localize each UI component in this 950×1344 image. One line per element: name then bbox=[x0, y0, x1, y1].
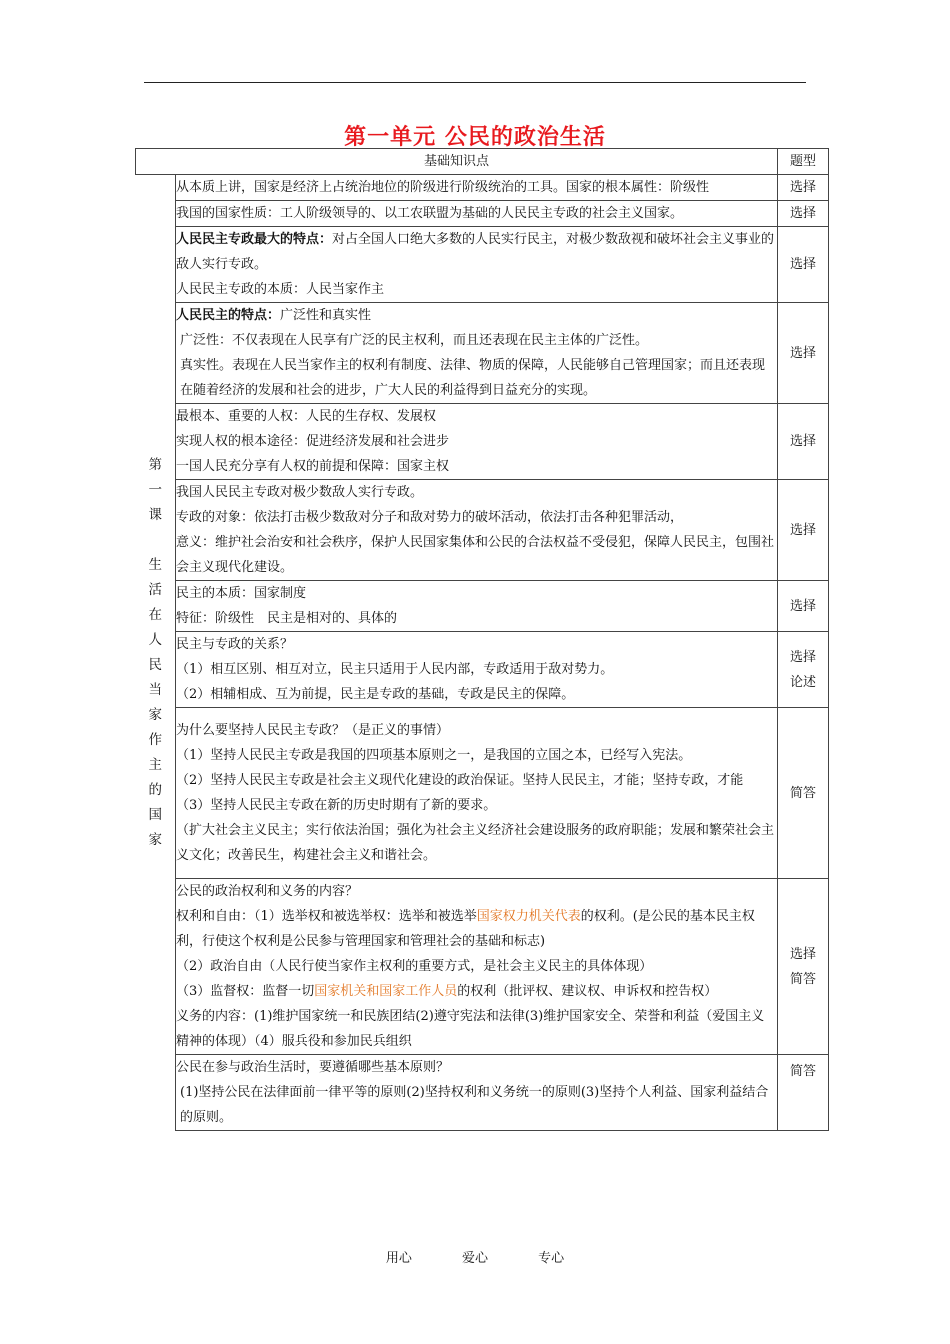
lesson-title-cell bbox=[136, 175, 176, 1131]
row-content: 为什么要坚持人民民主专政？（是正义的事情） （1）坚持人民民主专政是我国的四项基本原则之一，是我国的立国之本，已经写入宪法。 （2）坚持人民民主专政是社会主义现代化建设的政治保证。坚持人民民主，才能；坚持专政，才能 （3）坚持人民民主专政在新的历史时期有了新的要求。 （扩大社会主义民主；实行依法治国；强化为社会主义经济社会建设服务的政府职能；发展和繁荣社会主义文化；改善民生，构建社会主义和谐社会。 bbox=[176, 708, 778, 879]
row-content: 最根本、重要的人权：人民的生存权、发展权 实现人权的根本途径：促进经济发展和社会进步 一国人民充分享有人权的前提和保障：国家主权 bbox=[176, 404, 778, 480]
knowledge-table bbox=[135, 148, 838, 1131]
row-content: 从本质上讲，国家是经济上占统治地位的阶级进行阶级统治的工具。国家的根本属性：阶级性 bbox=[176, 175, 778, 201]
row-type: 简答 bbox=[778, 708, 829, 879]
page-title: 第一单元 公民的政治生活 bbox=[344, 125, 606, 150]
row-type: 选择 bbox=[778, 227, 829, 303]
row-type: 选择 简答 bbox=[778, 879, 829, 1055]
row-type: 简答 bbox=[778, 1055, 829, 1131]
footer-item: 专心 bbox=[538, 1251, 565, 1266]
row-content: 民主的本质：国家制度 特征：阶级性 民主是相对的、具体的 bbox=[176, 581, 778, 632]
row-type: 选择 bbox=[778, 175, 829, 201]
row-content: 我国人民民主专政对极少数敌人实行专政。 专政的对象：依法打击极少数敌对分子和敌对势力的破坏活动，依法打击各种犯罪活动， 意义：维护社会治安和社会秩序，保护人民国家集体和公民的合法权益不受侵犯，保障人民民主，包围社会主义现代化建设。 bbox=[176, 480, 778, 581]
row-type: 选择 论述 bbox=[778, 632, 829, 708]
row-content: 我国的国家性质：工人阶级领导的、以工农联盟为基础的人民民主专政的社会主义国家。 bbox=[176, 201, 778, 227]
row-type: 选择 bbox=[778, 303, 829, 404]
row-type: 选择 bbox=[778, 480, 829, 581]
header-type: 题型 bbox=[778, 149, 829, 175]
header-rule bbox=[144, 82, 806, 83]
row-content: 民主与专政的关系？ （1）相互区别、相互对立，民主只适用于人民内部，专政适用于敌对势力。 （2）相辅相成、互为前提，民主是专政的基础，专政是民主的保障。 bbox=[176, 632, 778, 708]
row-content: 公民在参与政治生活时，要遵循哪些基本原则？ (1)坚持公民在法律面前一律平等的原则(2)坚持权利和义务统一的原则(3)坚持个人利益、国家利益结合的原则。 bbox=[176, 1055, 778, 1131]
row-content: 人民民主专政最大的特点：对占全国人口绝大多数的人民实行民主，对极少数敌视和破坏社会主义事业的敌人实行专政。 人民民主专政的本质：人民当家作主 bbox=[176, 227, 778, 303]
row-content: 人民民主的特点：广泛性和真实性 广泛性：不仅表现在人民享有广泛的民主权利，而且还表现在民主主体的广泛性。 真实性。表现在人民当家作主的权利有制度、法律、物质的保障，人民能够自己管理国家；而且还表现在随着经济的发展和社会的进步，广大人民的利益得到日益充分的实现。 bbox=[176, 303, 778, 404]
header-content: 基础知识点 bbox=[136, 149, 778, 175]
lesson-title: 第 一 课 生 活 在 人 民 当 家 作 主 的 国 家 bbox=[148, 456, 162, 848]
row-content: 公民的政治权利和义务的内容？ 权利和自由：（1）选举权和被选举权：选举和被选举国家权力机关代表的权利。(是公民的基本民主权利，行使这个权利是公民参与管理国家和管理社会的基础和标志) （2）政治自由（人民行使当家作主权利的重要方式，是社会主义民主的具体体现） （3）监督权：监督一切国家机关和国家工作人员的权利（批评权、建议权、申诉权和控告权） 义务的内容：(1)维护国家统一和民族团结(2)遵守宪法和法律(3)维护国家安全、荣誉和利益（爱国主义精神的体现）（4）服兵役和参加民兵组织 bbox=[176, 879, 778, 1055]
footer bbox=[0, 1247, 950, 1266]
row-type: 选择 bbox=[778, 404, 829, 480]
footer-item: 爱心 bbox=[461, 1251, 488, 1266]
footer-item: 用心 bbox=[385, 1251, 412, 1266]
row-type: 选择 bbox=[778, 581, 829, 632]
row-type: 选择 bbox=[778, 201, 829, 227]
